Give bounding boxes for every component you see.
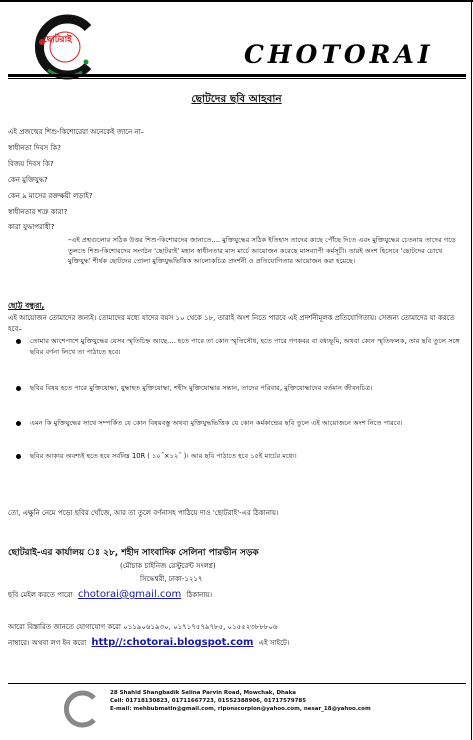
blog-line bbox=[8, 638, 289, 648]
list-item-text: ছবির বিষয় হতে পারে মুক্তিযোদ্ধা, যুদ্ধাহত মুক্তিযোদ্ধা, শহীদ মুক্তিযোদ্ধার সন্তান, তাদের পরিবার, মুক্তিযোদ্ধাদের বর্তমান জীবনচিত্র। bbox=[30, 384, 373, 392]
blog-suffix: এই সাইটে। bbox=[258, 639, 290, 647]
list-item bbox=[30, 383, 462, 394]
footer-rule bbox=[8, 683, 466, 684]
list-item bbox=[30, 451, 462, 462]
list-item-text: এমন কি মুক্তিযুদ্ধের সাথে সম্পর্কিত যে কোন বিষয়বস্তু অথবা মুক্তিযুদ্ধভিত্তিক যে কোন কর্মকান্ডের ছবি তুলে এই আয়োজনে অংশ নিতে পারবে। bbox=[30, 419, 403, 427]
list-item bbox=[30, 418, 462, 429]
footer-logo-icon bbox=[60, 690, 100, 728]
closing-line: তো, এক্ষুনি নেমে পড়ো ছবির খোঁজে, আর তা তুলে বর্ণনাসহ পাঠিয়ে দাও 'ছোটরাই'-এর ঠিকানায়। bbox=[8, 509, 279, 517]
list-item bbox=[30, 336, 462, 358]
office-landmark: (মৌচাক চাইনিজ রেস্টুরেন্ট সংলগ্ন) bbox=[120, 562, 216, 570]
question-6: কারা যুদ্ধাপরাধী? bbox=[8, 223, 55, 231]
bullet-icon bbox=[16, 386, 21, 391]
bullet-icon bbox=[16, 339, 21, 344]
list-item-text: ছবির আকার অবশ্যই হতে হবে সর্বনিম্ন 10R ( ১০˝×১২˝ )। আর ছবি পাঠাতে হবে ১৫ই মার্চের মধ্যে। bbox=[30, 452, 297, 460]
greeting: ছোট্ট বন্ধুরা, bbox=[8, 301, 45, 310]
question-3: কেন মুক্তিযুদ্ধ? bbox=[8, 176, 48, 184]
email-suffix: ঠিকানায়। bbox=[186, 591, 213, 599]
footer-email: E-mail: mehbubmatin@gmail.com, riponscorpion@yahoo.com, nesar_18@yahoo.com bbox=[110, 706, 371, 712]
invitation-paragraph: এই আয়োজন তোমাদের জন্যই। তোমাদের মধ্যে যাদের বয়স ১০ থেকে ১৮, তারাই অংশ নিতে পারবে এই প্রদর্শনীমূলক প্রতিযোগিতায়। সেজন্য তোমাদের যা করতে হবে– bbox=[8, 314, 455, 333]
chotorai-logo-icon bbox=[30, 12, 100, 82]
question-1: স্বাধীনতা দিবস কি? bbox=[8, 144, 61, 152]
blog-prefix: নাম্বারে। অথবা লগ ইন করো bbox=[8, 639, 87, 647]
intro-paragraph: –এই প্রশ্নগুলোর সঠিক উত্তর শিশু-কিশোরদের জানাতে.... মুক্তিযুদ্ধের সঠিক ইতিহাস তাদের কাছে পৌঁছে দিতে এবং মুক্তিযুদ্ধের চেতনায় তাদের গড়ে তুলতে শিশু-কিশোরদের সংগঠন 'ছোটরাই' মহান স্বাধীনতার মাস মার্চে আয়োজন করেছে মাসব্যাপী কর্মসূচী। তারই অংশ হিসেবে 'ছোটদের চোখে মুক্তিযুদ্ধ' শীর্ষক ছোটদের তোলা মুক্তিযুদ্ধভিত্তিক আলোকচিত্র প্রদর্শনী ও প্রতিযোগিতার আয়োজন করা হয়েছে। bbox=[68, 236, 456, 265]
question-5: স্বাধীনতার শত্রু কারা? bbox=[8, 208, 68, 216]
bullet-icon bbox=[16, 454, 21, 459]
contact-phones: আরো বিস্তারিত জানতে যোগাযোগ করো ০১১৯০৬১৯৩০, ০১৭১৭৫৭৯৭৮৫, ০১৫৫২৩৮৮৮০৬ bbox=[8, 623, 278, 631]
bullet-icon bbox=[16, 421, 21, 426]
top-border bbox=[0, 0, 473, 2]
opening-line: এই প্রজন্মের শিশু-কিশোরেরা অনেকেই জানে না– bbox=[8, 128, 145, 136]
right-border bbox=[471, 0, 472, 740]
footer-address: 28 Shahid Shangbadik Selina Parvin Road, Mowchak, Dhaka bbox=[110, 690, 297, 696]
office-area: সিদ্ধেশ্বরী, ঢাকা-১২১৭ bbox=[140, 575, 203, 583]
email-line bbox=[8, 590, 212, 600]
footer-cell: Cell: 01718130823, 01711667723, 01552388906, 01717579785 bbox=[110, 698, 307, 704]
brand-name: CHOTORAI bbox=[244, 40, 434, 69]
blog-link[interactable]: http//:chotorai.blogspot.com bbox=[91, 637, 254, 648]
header-rule bbox=[8, 74, 466, 77]
question-2: বিজয় দিবস কি? bbox=[8, 160, 54, 168]
email-prefix: ছবি মেইল করতে পারো bbox=[8, 591, 73, 599]
header-rule-thin bbox=[8, 78, 466, 79]
question-4: কেন ৯ মাসের রক্তক্ষয়ী লড়াই? bbox=[8, 192, 93, 200]
list-item-text: তোমার আশেপাশে মুক্তিযুদ্ধের যেসব স্মৃতিচিহ্ন আছে.... হতে পারে তা কোন স্মৃতিসৌধ, হতে পারে গণকবর বা বধ্যভূমি, অথবা কোন স্মৃতিফলক, তার ছবি তুলে সঙ্গে ছবির বর্ণনা লিখে তা পাঠাতে হবে। bbox=[30, 337, 460, 356]
document-title: ছোটদের ছবি আহবান bbox=[191, 93, 282, 105]
office-address-label: ছোটরাই-এর কার্যালয় ঃ ২৮, শহীদ সাংবাদিক সেলিনা পারভীন সড়ক bbox=[8, 548, 259, 558]
email-link[interactable]: chotorai@gmail.com bbox=[77, 589, 182, 600]
logo-text: ছোটরাই bbox=[43, 35, 72, 45]
